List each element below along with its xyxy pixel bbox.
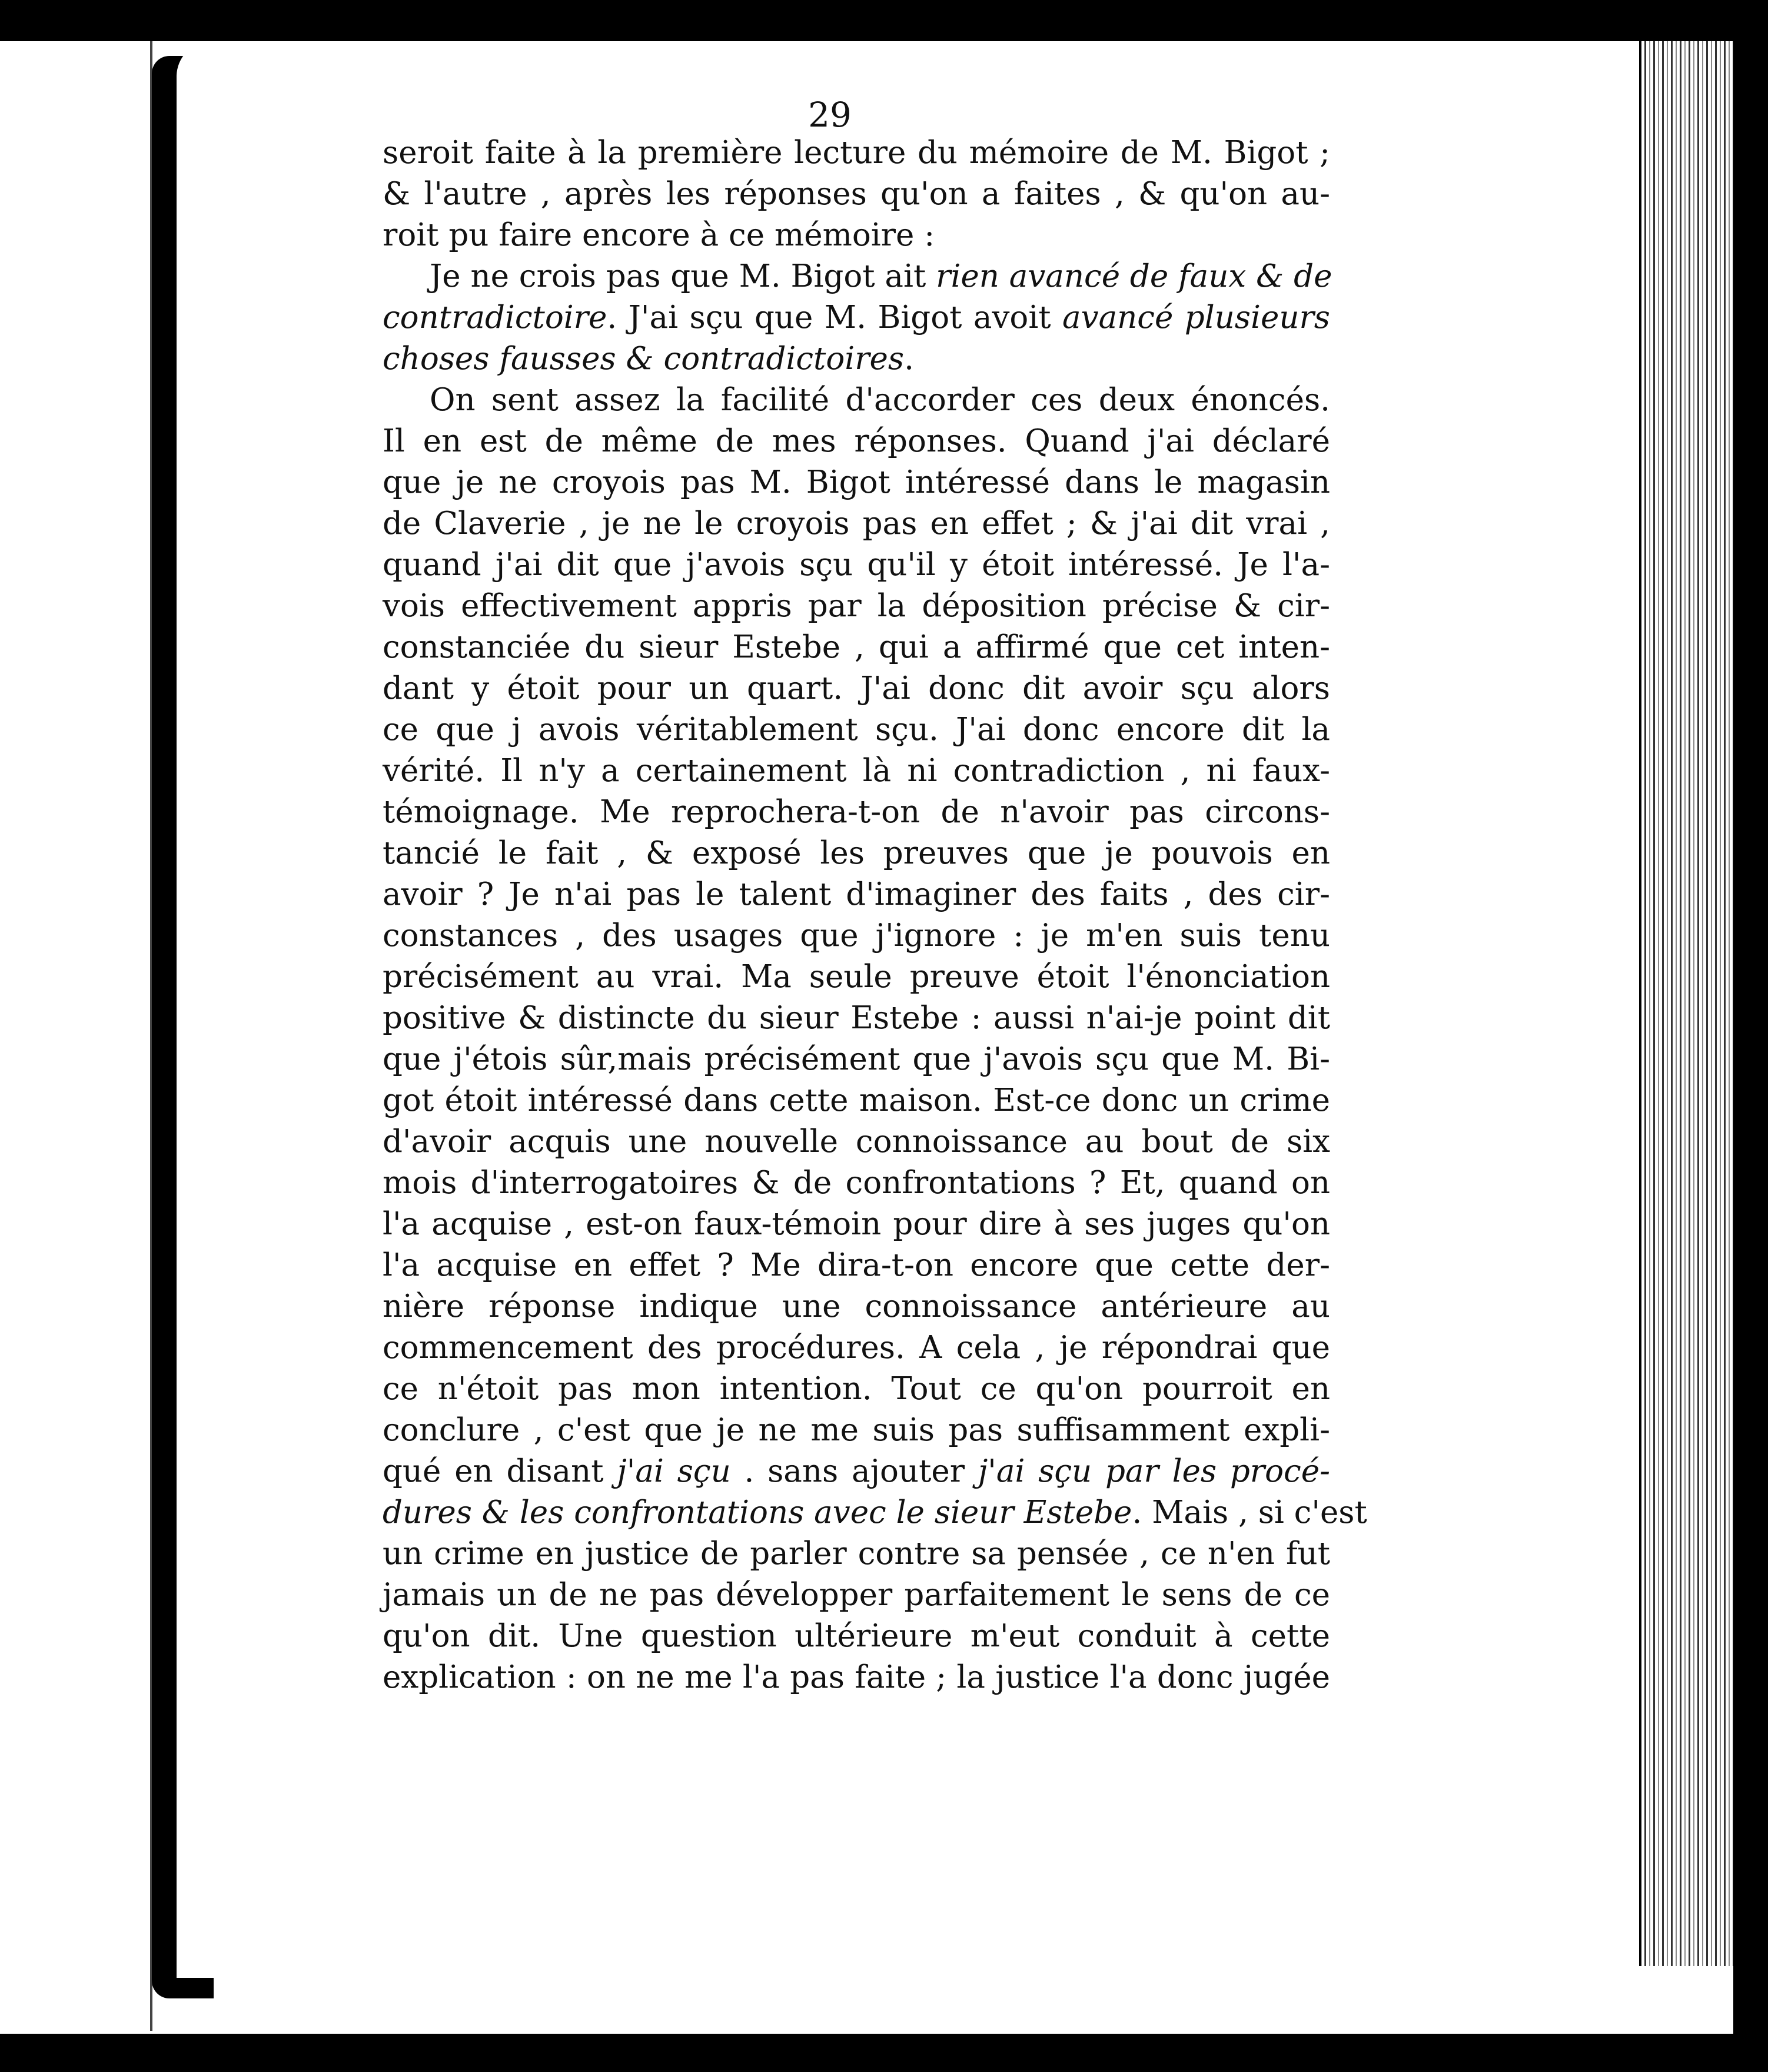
text-line bbox=[383, 1286, 1330, 1327]
text-line bbox=[383, 1575, 1330, 1616]
text-line bbox=[383, 709, 1330, 751]
text-run: avoir ? Je n'ai pas le talent d'imaginer des faits , des cir- bbox=[383, 876, 1330, 912]
text-run: mois d'interrogatoires & de confrontations ? Et, quand on bbox=[383, 1165, 1330, 1201]
text-line bbox=[383, 174, 1330, 215]
text-run: jamais un de ne pas développer parfaitement le sens de ce bbox=[383, 1577, 1330, 1613]
italic-text-run: rien avancé de faux & de bbox=[936, 258, 1332, 294]
text-line bbox=[383, 1657, 1330, 1698]
text-run: qué en disant bbox=[383, 1453, 617, 1489]
text-line bbox=[383, 421, 1330, 462]
text-line bbox=[383, 668, 1330, 709]
page-number: 29 bbox=[808, 95, 852, 135]
text-run: Il en est de même de mes réponses. Quand j'ai déclaré bbox=[383, 423, 1330, 459]
text-line bbox=[383, 1245, 1330, 1286]
text-run: l'a acquise , est-on faux-témoin pour dire à ses juges qu'on bbox=[383, 1206, 1330, 1242]
body-text bbox=[383, 132, 1367, 1698]
facing-page-margin bbox=[0, 41, 152, 2031]
page-edges bbox=[1639, 41, 1736, 1966]
text-run: vérité. Il n'y a certainement là ni contradiction , ni faux- bbox=[383, 753, 1330, 789]
text-run: positive & distincte du sieur Estebe : aussi n'ai-je point dit bbox=[383, 1000, 1330, 1036]
italic-text-run: j'ai sçu bbox=[617, 1453, 731, 1489]
italic-text-run: contradictoire bbox=[383, 300, 607, 336]
italic-text-run: dures & les confrontations avec le sieur Estebe bbox=[383, 1495, 1132, 1530]
text-line bbox=[383, 544, 1330, 586]
text-run: nière réponse indique une connoissance antérieure au bbox=[383, 1289, 1330, 1324]
text-run: constances , des usages que j'ignore : je m'en suis tenu bbox=[383, 918, 1330, 954]
text-run: . J'ai sçu que M. Bigot avoit bbox=[607, 300, 1063, 336]
text-line bbox=[383, 1204, 1330, 1245]
text-line bbox=[383, 1616, 1330, 1657]
text-line bbox=[383, 132, 1330, 174]
text-line bbox=[383, 998, 1330, 1039]
text-run: got étoit intéressé dans cette maison. Est-ce donc un crime bbox=[383, 1083, 1330, 1118]
text-run: l'a acquise en effet ? Me dira-t-on encore que cette der- bbox=[383, 1247, 1330, 1283]
text-run: On sent assez la facilité d'accorder ces deux énoncés. bbox=[430, 382, 1330, 418]
text-run: . Mais , si c'est bbox=[1132, 1495, 1367, 1530]
text-line bbox=[383, 1163, 1330, 1204]
text-run: roit pu faire encore à ce mémoire : bbox=[383, 217, 935, 253]
text-line bbox=[383, 833, 1330, 874]
text-line bbox=[383, 792, 1330, 833]
text-line bbox=[383, 1410, 1330, 1451]
text-run: commencement des procédures. A cela , je répondrai que bbox=[383, 1330, 1330, 1366]
text-line bbox=[383, 1121, 1330, 1163]
text-run: Je ne crois pas que M. Bigot ait bbox=[430, 258, 936, 294]
text-line bbox=[383, 297, 1330, 338]
text-line bbox=[383, 1327, 1330, 1369]
text-run: seroit faite à la première lecture du mémoire de M. Bigot ; bbox=[383, 135, 1330, 171]
text-run: constanciée du sieur Estebe , qui a affirmé que cet inten- bbox=[383, 629, 1330, 665]
text-line bbox=[383, 1492, 1367, 1533]
text-run: explication : on ne me l'a pas faite ; la justice l'a donc jugée bbox=[383, 1659, 1330, 1695]
text-run: ce n'étoit pas mon intention. Tout ce qu'on pourroit en bbox=[383, 1371, 1330, 1407]
scan-border-top bbox=[0, 0, 1768, 41]
scan-border-right bbox=[1733, 0, 1768, 2072]
italic-text-run: j'ai sçu par les procé- bbox=[978, 1453, 1330, 1489]
text-run: & l'autre , après les réponses qu'on a faites , & qu'on au- bbox=[383, 176, 1330, 212]
text-run: que je ne croyois pas M. Bigot intéressé dans le magasin bbox=[383, 464, 1330, 500]
text-run: un crime en justice de parler contre sa pensée , ce n'en fut bbox=[383, 1536, 1330, 1572]
text-line bbox=[383, 1451, 1330, 1492]
text-run: dant y étoit pour un quart. J'ai donc dit avoir sçu alors bbox=[383, 670, 1330, 706]
text-line bbox=[383, 338, 1330, 380]
text-run: d'avoir acquis une nouvelle connoissance au bout de six bbox=[383, 1124, 1330, 1160]
text-line bbox=[383, 462, 1330, 503]
text-line bbox=[383, 957, 1330, 998]
text-run: témoignage. Me reprochera-t-on de n'avoir pas circons- bbox=[383, 794, 1330, 830]
text-line bbox=[383, 256, 1330, 297]
text-line bbox=[383, 874, 1330, 915]
text-line bbox=[383, 915, 1330, 957]
text-run: quand j'ai dit que j'avois sçu qu'il y étoit intéressé. Je l'a- bbox=[383, 547, 1330, 583]
text-run: ce que j avois véritablement sçu. J'ai donc encore dit la bbox=[383, 712, 1330, 748]
text-line bbox=[383, 215, 1330, 256]
text-line bbox=[383, 586, 1330, 627]
text-line bbox=[383, 503, 1330, 544]
scan-border-bottom bbox=[0, 2034, 1768, 2072]
text-run: conclure , c'est que je ne me suis pas suffisamment expli- bbox=[383, 1412, 1330, 1448]
text-line bbox=[383, 1080, 1330, 1121]
text-run: que j'étois sûr,mais précisément que j'avois sçu que M. Bi- bbox=[383, 1041, 1330, 1077]
text-run: qu'on dit. Une question ultérieure m'eut conduit à cette bbox=[383, 1618, 1330, 1654]
text-run: de Claverie , je ne le croyois pas en effet ; & j'ai dit vrai , bbox=[383, 506, 1330, 542]
text-line bbox=[383, 751, 1330, 792]
text-run: tancié le fait , & exposé les preuves que je pouvois en bbox=[383, 835, 1330, 871]
text-line bbox=[383, 1533, 1330, 1575]
text-run: . sans ajouter bbox=[730, 1453, 978, 1489]
text-line bbox=[383, 1039, 1330, 1080]
text-run: précisément au vrai. Ma seule preuve étoit l'énonciation bbox=[383, 959, 1330, 995]
italic-text-run: avancé plusieurs bbox=[1062, 300, 1330, 336]
text-run: vois effectivement appris par la déposition précise & cir- bbox=[383, 588, 1330, 624]
text-run: . bbox=[904, 341, 914, 377]
text-line bbox=[383, 627, 1330, 668]
italic-text-run: choses fausses & contradictoires bbox=[383, 341, 905, 377]
text-line bbox=[383, 1369, 1330, 1410]
text-line bbox=[383, 380, 1330, 421]
